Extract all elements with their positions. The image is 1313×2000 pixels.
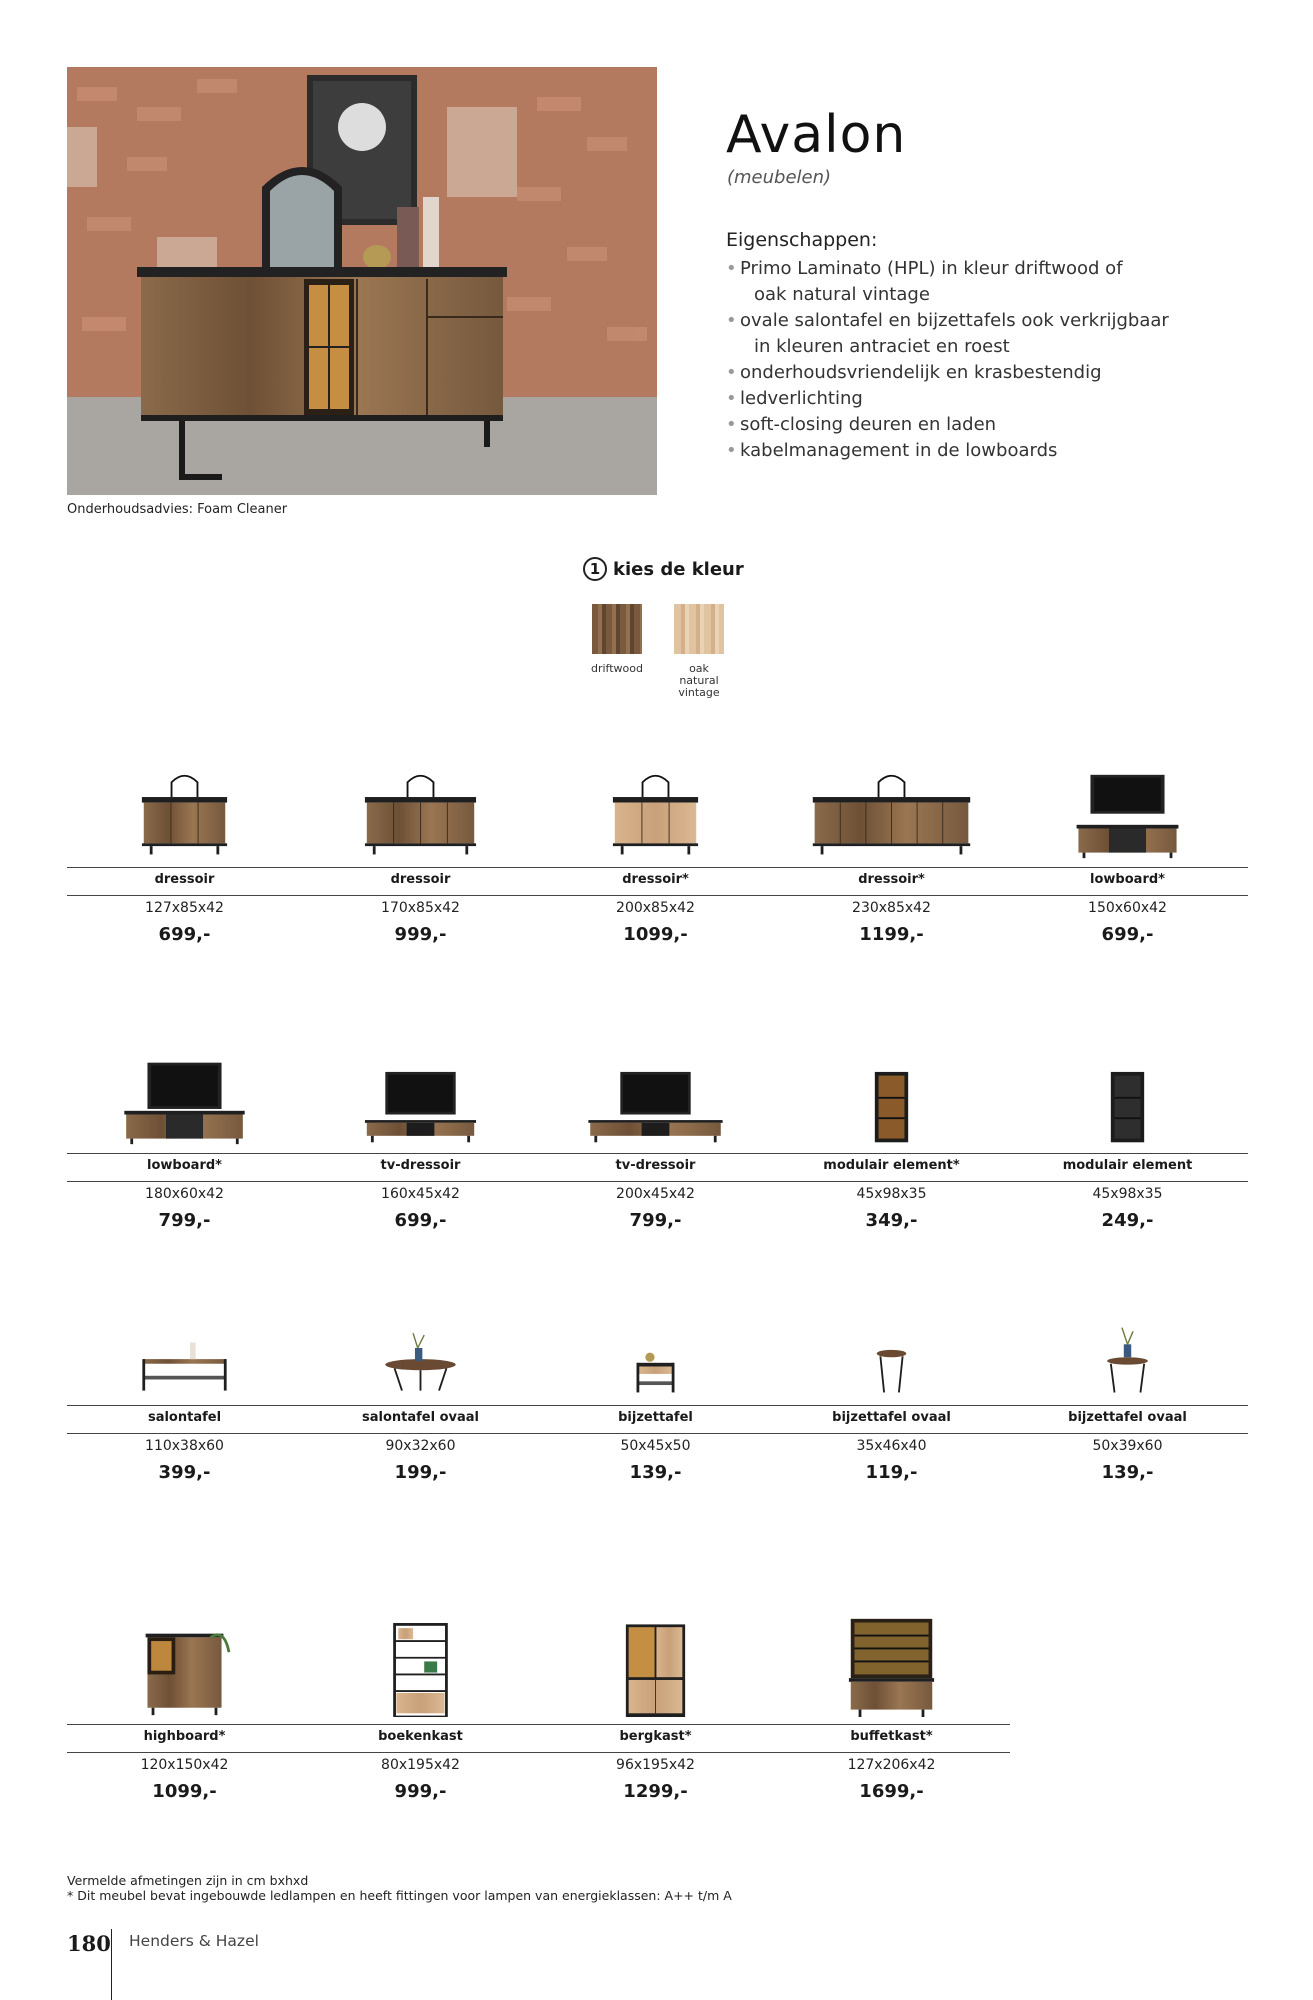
product-dimensions: 170x85x42 (381, 900, 460, 916)
product-card[interactable] (67, 1298, 302, 1518)
tv-lowboard-icon (1010, 760, 1245, 860)
product-card[interactable] (774, 1046, 1009, 1266)
product-dimensions: 45x98x35 (856, 1186, 927, 1202)
product-name: tv-dressoir (615, 1158, 696, 1173)
property-item: • onderhoudsvriendelijk en krasbestendig (722, 360, 1242, 386)
product-price: 139,- (1101, 1462, 1154, 1483)
product-card[interactable] (538, 1046, 773, 1266)
product-price: 1099,- (623, 924, 688, 945)
page-title: Avalon (726, 105, 907, 165)
bullet-icon: • (726, 258, 737, 279)
property-item: • ledverlichting (722, 386, 1242, 412)
swatch-oak-natural-vintage[interactable] (674, 604, 724, 654)
page-number: 180 (67, 1931, 111, 1956)
product-price: 699,- (158, 924, 211, 945)
swatch-driftwood[interactable] (592, 604, 642, 654)
product-card[interactable] (538, 1617, 773, 1837)
product-dimensions: 35x46x40 (856, 1438, 927, 1454)
property-item: • ovale salontafel en bijzettafels ook verkrijgbaar (722, 308, 1242, 334)
bullet-icon: • (726, 362, 737, 383)
product-card[interactable] (303, 1046, 538, 1266)
brand-name: Henders & Hazel (129, 1932, 259, 1950)
wardrobe-icon (538, 1617, 773, 1717)
product-name: bijzettafel ovaal (1068, 1410, 1187, 1425)
product-card[interactable] (1010, 1046, 1245, 1266)
coffee-table-icon (67, 1298, 302, 1398)
tv-bench-icon (303, 1046, 538, 1146)
product-card[interactable] (538, 760, 773, 980)
product-dimensions: 150x60x42 (1088, 900, 1167, 916)
product-price: 139,- (629, 1462, 682, 1483)
product-name: modulair element (1062, 1158, 1193, 1173)
property-item: oak natural vintage (754, 284, 930, 305)
product-price: 999,- (394, 924, 447, 945)
product-price: 1099,- (152, 1781, 217, 1802)
property-item: in kleuren antraciet en roest (754, 336, 1010, 357)
product-price: 799,- (629, 1210, 682, 1231)
oval-table-icon (303, 1298, 538, 1398)
product-price: 1699,- (859, 1781, 924, 1802)
page-subtitle: (meubelen) (727, 167, 832, 188)
properties-list (722, 256, 1242, 464)
hero-photo (67, 67, 657, 495)
product-price: 399,- (158, 1462, 211, 1483)
product-card[interactable] (774, 1298, 1009, 1518)
product-name: dressoir (154, 872, 215, 887)
product-dimensions: 200x85x42 (616, 900, 695, 916)
sideboard-icon (67, 760, 302, 860)
product-card[interactable] (774, 760, 1009, 980)
bullet-icon: • (726, 388, 737, 409)
sideboard-icon (774, 760, 1009, 860)
product-dimensions: 120x150x42 (140, 1757, 229, 1773)
product-card[interactable] (67, 760, 302, 980)
step-number-badge: 1 (583, 557, 607, 581)
product-name: salontafel ovaal (362, 1410, 479, 1425)
highboard-icon (67, 1617, 302, 1717)
product-price: 699,- (394, 1210, 447, 1231)
product-name: lowboard* (1090, 872, 1165, 887)
product-price: 1299,- (623, 1781, 688, 1802)
product-name: dressoir (390, 872, 451, 887)
round-side-table-icon (1010, 1298, 1245, 1398)
product-card[interactable] (303, 760, 538, 980)
product-price: 199,- (394, 1462, 447, 1483)
side-table-icon (538, 1298, 773, 1398)
sideboard-icon (303, 760, 538, 860)
product-dimensions: 80x195x42 (381, 1757, 460, 1773)
product-card[interactable] (538, 1298, 773, 1518)
properties-heading: Eigenschappen: (726, 229, 878, 251)
property-item: • Primo Laminato (HPL) in kleur driftwood of (722, 256, 1242, 282)
product-dimensions: 50x39x60 (1092, 1438, 1163, 1454)
tv-lowboard-icon (67, 1046, 302, 1146)
step-label: kies de kleur (613, 558, 744, 580)
bullet-icon: • (726, 440, 737, 461)
product-card[interactable] (1010, 760, 1245, 980)
product-price: 999,- (394, 1781, 447, 1802)
bullet-icon: • (726, 310, 737, 331)
cabinet-icon (774, 1046, 1009, 1146)
tv-bench-icon (538, 1046, 773, 1146)
product-card[interactable] (1010, 1298, 1245, 1518)
product-card[interactable] (303, 1298, 538, 1518)
bookcase-icon (303, 1617, 538, 1717)
product-price: 349,- (865, 1210, 918, 1231)
footnote-led: * Dit meubel bevat ingebouwde ledlampen en heeft fittingen voor lampen van energieklassen: A++ t/m A (67, 1888, 732, 1903)
product-price: 249,- (1101, 1210, 1154, 1231)
color-step-heading (583, 557, 744, 581)
product-card[interactable] (67, 1617, 302, 1837)
swatch-label-oak-natural-vintage: oak natural vintage (678, 662, 720, 699)
product-name: bijzettafel ovaal (832, 1410, 951, 1425)
bullet-icon: • (726, 414, 737, 435)
product-dimensions: 50x45x50 (620, 1438, 691, 1454)
product-dimensions: 96x195x42 (616, 1757, 695, 1773)
buffet-cabinet-icon (774, 1617, 1009, 1717)
product-name: lowboard* (147, 1158, 222, 1173)
property-item: • soft-closing deuren en laden (722, 412, 1242, 438)
product-dimensions: 110x38x60 (145, 1438, 224, 1454)
product-name: bergkast* (619, 1729, 692, 1744)
product-price: 1199,- (859, 924, 924, 945)
product-card[interactable] (67, 1046, 302, 1266)
product-dimensions: 45x98x35 (1092, 1186, 1163, 1202)
care-advice: Onderhoudsadvies: Foam Cleaner (67, 502, 288, 517)
product-name: boekenkast (378, 1729, 463, 1744)
product-name: highboard* (143, 1729, 226, 1744)
product-dimensions: 90x32x60 (385, 1438, 456, 1454)
product-dimensions: 200x45x42 (616, 1186, 695, 1202)
swatch-label-driftwood: driftwood (591, 662, 643, 675)
product-card[interactable] (303, 1617, 538, 1837)
product-name: dressoir* (622, 872, 689, 887)
product-name: bijzettafel (618, 1410, 693, 1425)
product-card[interactable] (774, 1617, 1009, 1837)
product-dimensions: 127x206x42 (847, 1757, 936, 1773)
product-dimensions: 160x45x42 (381, 1186, 460, 1202)
product-price: 699,- (1101, 924, 1154, 945)
product-name: buffetkast* (850, 1729, 933, 1744)
product-name: dressoir* (858, 872, 925, 887)
footnote-dimensions: Vermelde afmetingen zijn in cm bxhxd (67, 1873, 309, 1888)
property-item: • kabelmanagement in de lowboards (722, 438, 1242, 464)
product-dimensions: 127x85x42 (145, 900, 224, 916)
product-name: modulair element* (823, 1158, 960, 1173)
product-name: tv-dressoir (380, 1158, 461, 1173)
sideboard-icon (538, 760, 773, 860)
product-price: 119,- (865, 1462, 918, 1483)
cabinet-icon (1010, 1046, 1245, 1146)
product-dimensions: 230x85x42 (852, 900, 931, 916)
product-dimensions: 180x60x42 (145, 1186, 224, 1202)
round-side-table-icon (774, 1298, 1009, 1398)
footer-divider (111, 1929, 112, 2000)
product-price: 799,- (158, 1210, 211, 1231)
product-name: salontafel (147, 1410, 222, 1425)
